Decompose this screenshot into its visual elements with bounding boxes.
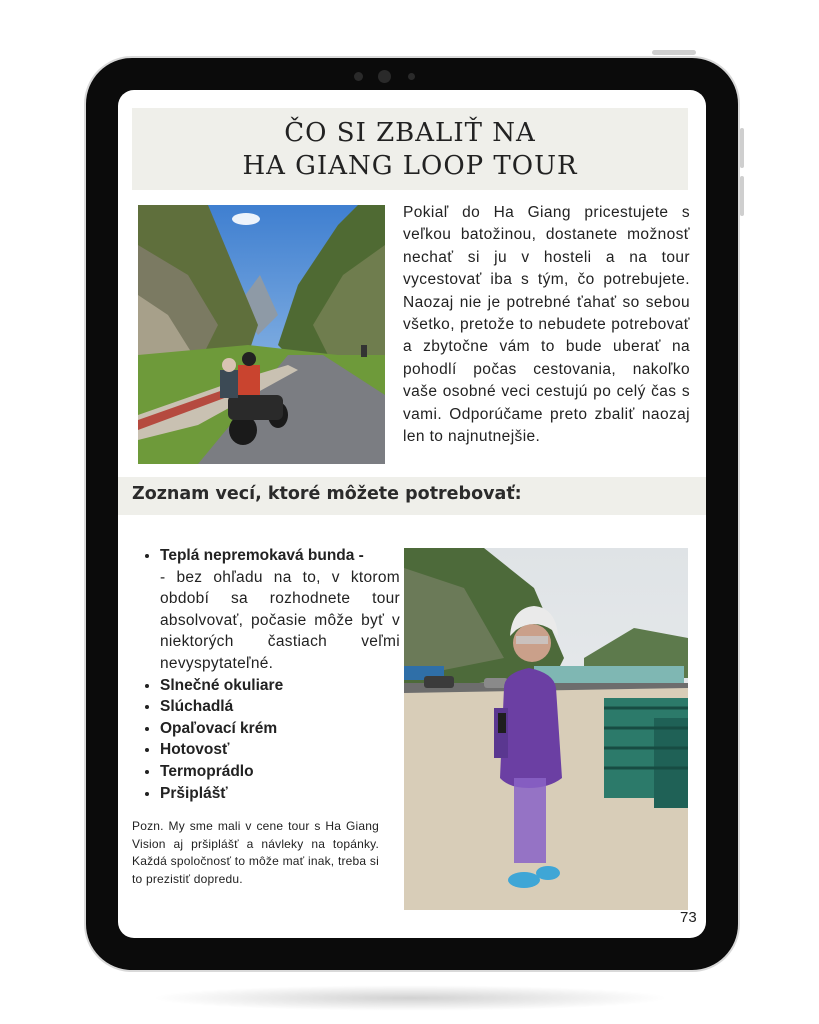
list-heading-band bbox=[118, 477, 706, 515]
motorbike-photo-graphic bbox=[138, 205, 385, 464]
list-item-name: Slúchadlá bbox=[160, 698, 234, 716]
page-number: 73 bbox=[680, 909, 697, 926]
front-camera-lens-icon bbox=[378, 70, 391, 83]
packing-list bbox=[142, 545, 400, 804]
list-item bbox=[160, 696, 400, 718]
list-heading: Zoznam vecí, ktoré môžete potrebovať: bbox=[132, 484, 522, 504]
tablet-side-button-2 bbox=[740, 176, 744, 216]
list-item bbox=[160, 761, 400, 783]
intro-paragraph: Pokiaľ do Ha Giang pricestujete s veľkou batožinou, dostanete možnosť nechať si ju v hosteli a na tour vycestovať iba s tým, čo potrebujete. Naozaj nie je potrebné ťahať so sebou všetko, pretože to nebudete potrebovať a zbytočne vám to bude uberať na pohodlí počas cestovania, nakoľko vaše osobné veci cestujú po celý čas s vami. Odporúčame preto zbaliť naozaj len to najnutnejšie. bbox=[403, 204, 690, 446]
tablet-top-button bbox=[652, 50, 696, 55]
list-item-name: Hotovosť bbox=[160, 741, 230, 759]
list-item-name: Teplá nepremokavá bunda - bbox=[160, 547, 364, 564]
list-item bbox=[160, 739, 400, 761]
list-item bbox=[160, 545, 400, 675]
list-item-name: Slnečné okuliare bbox=[160, 676, 284, 694]
title-band bbox=[132, 108, 688, 190]
list-item-name: Pršiplášť bbox=[160, 784, 228, 802]
list-item-name: Opaľovací krém bbox=[160, 719, 278, 737]
list-item bbox=[160, 718, 400, 740]
list-item bbox=[160, 783, 400, 805]
tablet-side-button-1 bbox=[740, 128, 744, 168]
motorbike-photo bbox=[138, 205, 385, 464]
list-item-name: Termoprádlo bbox=[160, 762, 254, 780]
raincoat-photo bbox=[404, 548, 688, 910]
list-item-description: - bez ohľadu na to, v ktorom období sa rozhodnete tour absolvovať, počasie môže byť v niektorých častiach veľmi nevyspytateľné. bbox=[160, 568, 400, 672]
front-camera-icon bbox=[354, 72, 363, 81]
page-title-line-2: HA GIANG LOOP TOUR bbox=[242, 151, 578, 181]
device-shadow bbox=[150, 985, 670, 1011]
footnote: Pozn. My sme mali v cene tour s Ha Giang Vision aj pršiplášť a návleky na topánky. Každá spoločnosť to môže mať inak, treba si to prezistiť dopredu. bbox=[132, 819, 379, 886]
raincoat-photo-graphic bbox=[404, 548, 688, 910]
tablet-frame bbox=[86, 58, 738, 970]
sensor-icon bbox=[408, 73, 415, 80]
page-title-line-1: ČO SI ZBALIŤ NA bbox=[284, 118, 536, 148]
list-item bbox=[160, 675, 400, 697]
tablet-screen bbox=[118, 90, 706, 938]
